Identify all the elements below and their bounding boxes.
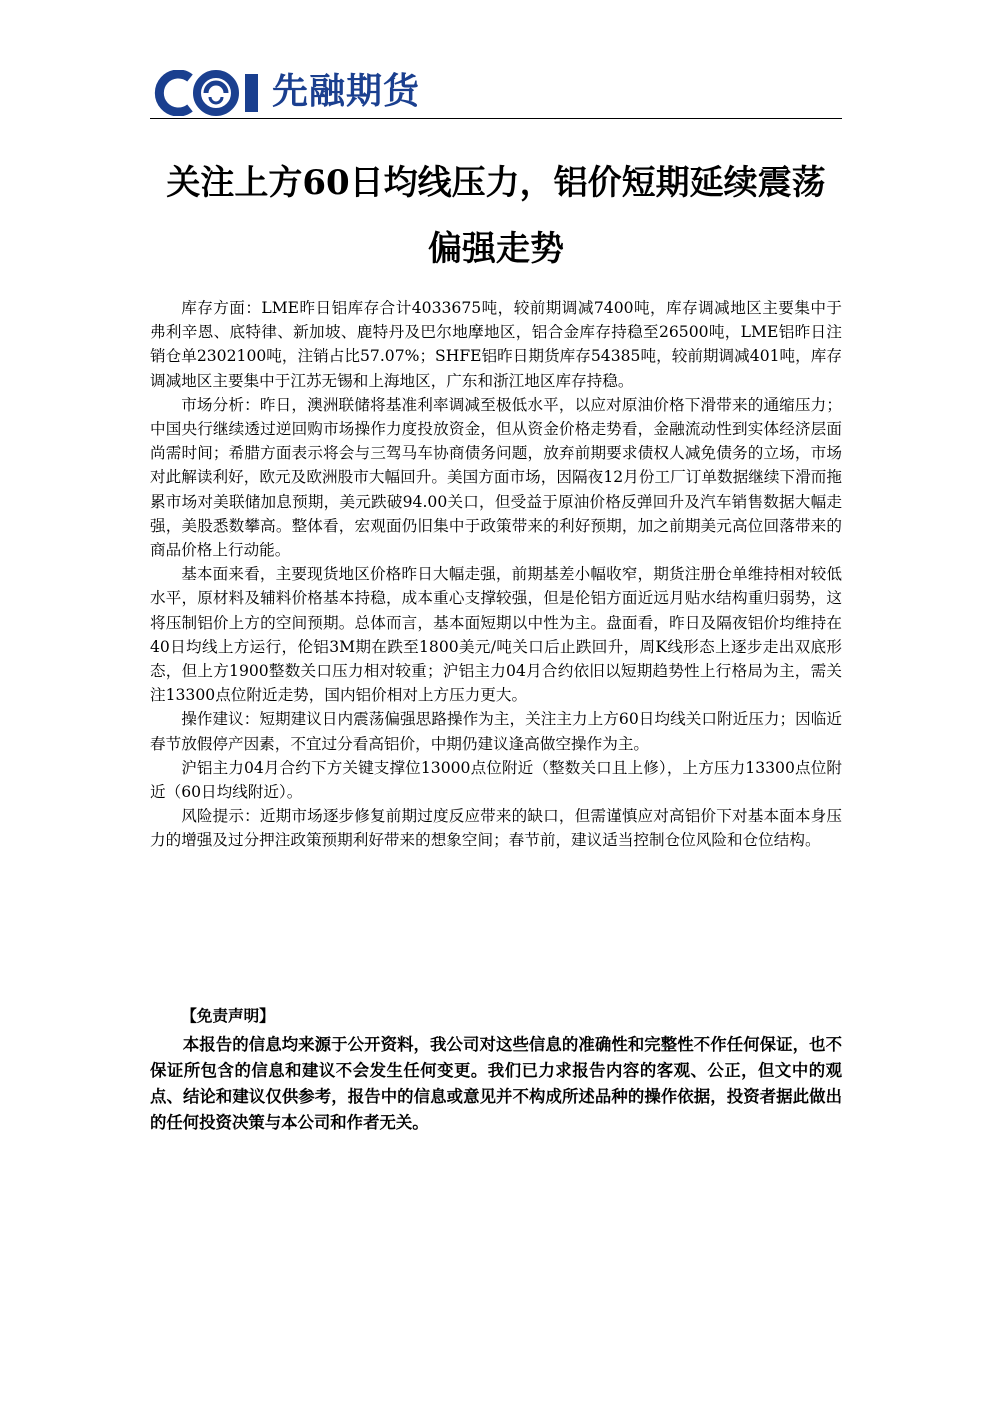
disclaimer-title: 【免责声明】 bbox=[181, 1006, 275, 1025]
paragraph-operation-advice: 操作建议：短期建议日内震荡偏强思路操作为主，关注主力上方60日均线关口附近压力；因临近春节放假停产因素，不宜过分看高铝价，中期仍建议逢高做空操作为主。 bbox=[150, 710, 842, 753]
company-logo-mark bbox=[150, 70, 265, 116]
company-name: 先融期货 bbox=[272, 71, 421, 112]
report-title: 关注上方60日均线压力，铝价短期延续震荡偏强走势 bbox=[166, 163, 826, 269]
report-body bbox=[150, 296, 842, 853]
paragraph-support-levels: 沪铝主力04月合约下方关键支撑位13000点位附近（整数关口且上修），上方压力13300点位附近（60日均线附近）。 bbox=[150, 758, 842, 802]
disclaimer-body: 本报告的信息均来源于公开资料，我公司对这些信息的准确性和完整性不作任何保证，也不保证所包含的信息和建议不会发生任何变更。我们已力求报告内容的客观、公正，但文中的观点、结论和建议仅供参考，报告中的信息或意见并不构成所述品种的操作依据，投资者据此做出的任何投资决策与本公司和作者无关。 bbox=[150, 1035, 842, 1132]
paragraph-inventory: 库存方面：LME昨日铝库存合计4033675吨，较前期调减7400吨，库存调减地区主要集中于弗利辛恩、底特律、新加坡、鹿特丹及巴尔地摩地区，铝合金库存持稳至26500吨，LME铝昨日注销仓单2302100吨，注销占比57.07%；SHFE铝昨日期货库存54385吨，较前期调减401吨，库存调减地区主要集中于江苏无锡和上海地区，广东和浙江地区库存持稳。 bbox=[150, 299, 842, 390]
header-divider bbox=[150, 118, 842, 119]
paragraph-fundamentals: 基本面来看，主要现货地区价格昨日大幅走强，前期基差小幅收窄，期货注册仓单维持相对较低水平，原材料及辅料价格基本持稳，成本重心支撑较强，但是伦铝方面近远月贴水结构重归弱势，这将压制铝价上方的空间预期。总体而言，基本面短期以中性为主。盘面看，昨日及隔夜铝价均维持在40日均线上方运行，伦铝3M期在跌至1800美元/吨关口后止跌回升，周K线形态上逐步走出双底形态，但上方1900整数关口压力相对较重；沪铝主力04月合约依旧以短期趋势性上行格局为主，需关注13300点位附近走势，国内铝价相对上方压力更大。 bbox=[150, 565, 842, 705]
paragraph-risk-warning: 风险提示：近期市场逐步修复前期过度反应带来的缺口，但需谨慎应对高铝价下对基本面本身压力的增强及过分押注政策预期利好带来的想象空间；春节前，建议适当控制仓位风险和仓位结构。 bbox=[150, 807, 842, 850]
disclaimer-section bbox=[150, 1003, 842, 1136]
page-header bbox=[150, 68, 842, 120]
paragraph-market-analysis: 市场分析：昨日，澳洲联储将基准利率调减至极低水平，以应对原油价格下滑带来的通缩压力；中国央行继续透过逆回购市场操作力度投放资金，但从资金价格走势看，金融流动性到实体经济层面尚需时间；希腊方面表示将会与三驾马车协商债务问题，放弃前期要求债权人减免债务的立场，市场对此解读利好，欧元及欧洲股市大幅回升。美国方面市场，因隔夜12月份工厂订单数据继续下滑而拖累市场对美联储加息预期，美元跌破94.00关口，但受益于原油价格反弹回升及汽车销售数据大幅走强，美股悉数攀高。整体看，宏观面仍旧集中于政策带来的利好预期，加之前期美元高位回落带来的商品价格上行动能。 bbox=[150, 395, 842, 560]
